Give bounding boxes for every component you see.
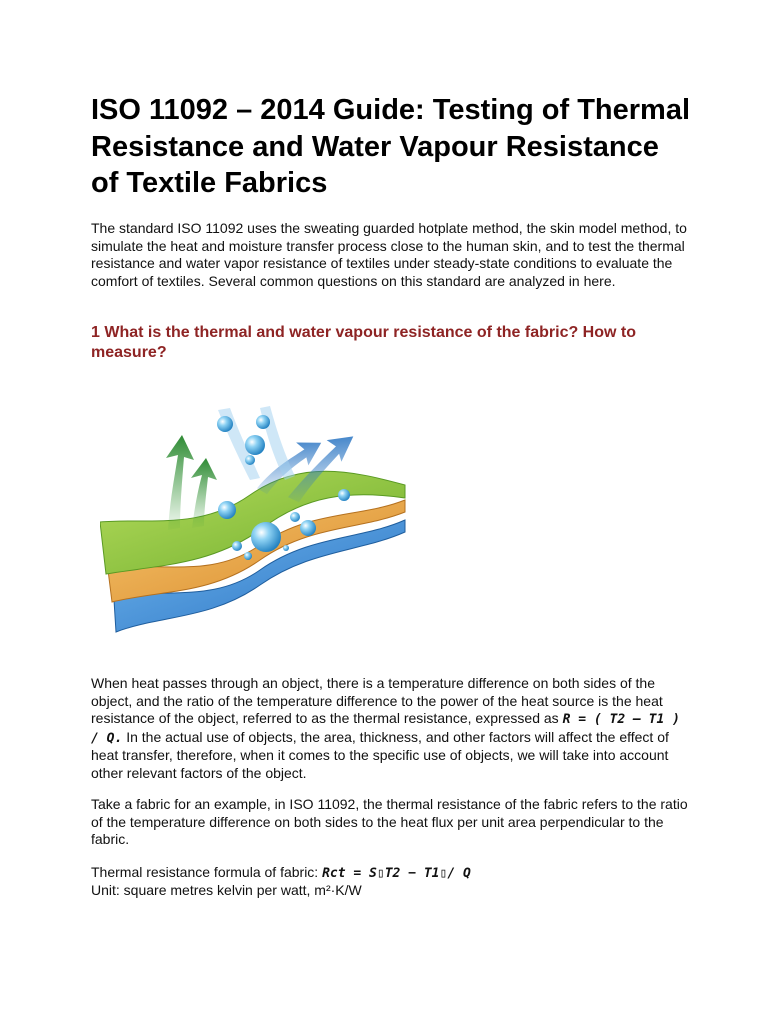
thermal-resistance-paragraph xyxy=(91,675,691,783)
intro-paragraph: The standard ISO 11092 uses the sweating guarded hotplate method, the skin model method, to simulate the heat and moisture transfer process close to the human skin, and to test the thermal resistance and water vapor resistance of textiles under steady-state conditions to evaluate the comfort of textiles. Several common questions on this standard are analyzed in here. xyxy=(91,220,687,289)
fabric-layers-icon xyxy=(100,400,410,645)
paragraph-text: In the actual use of objects, the area, thickness, and other factors will affect the effect of heat transfer, therefore, when it comes to the specific use of objects, we will take into account other relevant factors of the object. xyxy=(91,728,669,781)
fabric-layers-illustration xyxy=(100,400,410,645)
thermal-resistance-formula: R = ( T2 – T1 ) / Q. xyxy=(91,712,680,746)
fabric-thermal-resistance-formula: Rct = S▯T2 − T1▯/ Q xyxy=(322,866,471,881)
heat-arrow-left xyxy=(166,435,194,530)
fabric-example-paragraph: Take a fabric for an example, in ISO 11092, the thermal resistance of the fabric refers to the ratio of the temperature difference on both sides to the heat flux per unit area perpendicular to the fabric. xyxy=(91,796,688,848)
fabric-formula-line xyxy=(91,864,691,883)
formula-label: Thermal resistance formula of fabric: xyxy=(91,864,323,880)
section-1-heading: 1 What is the thermal and water vapour resistance of the fabric? How to measure? xyxy=(91,324,636,361)
page-title: ISO 11092 – 2014 Guide: Testing of Thermal Resistance and Water Vapour Resistance of Textile Fabrics xyxy=(91,94,691,199)
water-drop-icon xyxy=(217,416,233,432)
paragraph-text: When heat passes through an object, there is a temperature difference on both sides of the object, and the ratio of the temperature difference to the power of the heat source is the heat resistance of the object, referred to as the thermal resistance, expressed as xyxy=(91,675,663,727)
unit-line: Unit: square metres kelvin per watt, m²·K/W xyxy=(91,882,362,898)
